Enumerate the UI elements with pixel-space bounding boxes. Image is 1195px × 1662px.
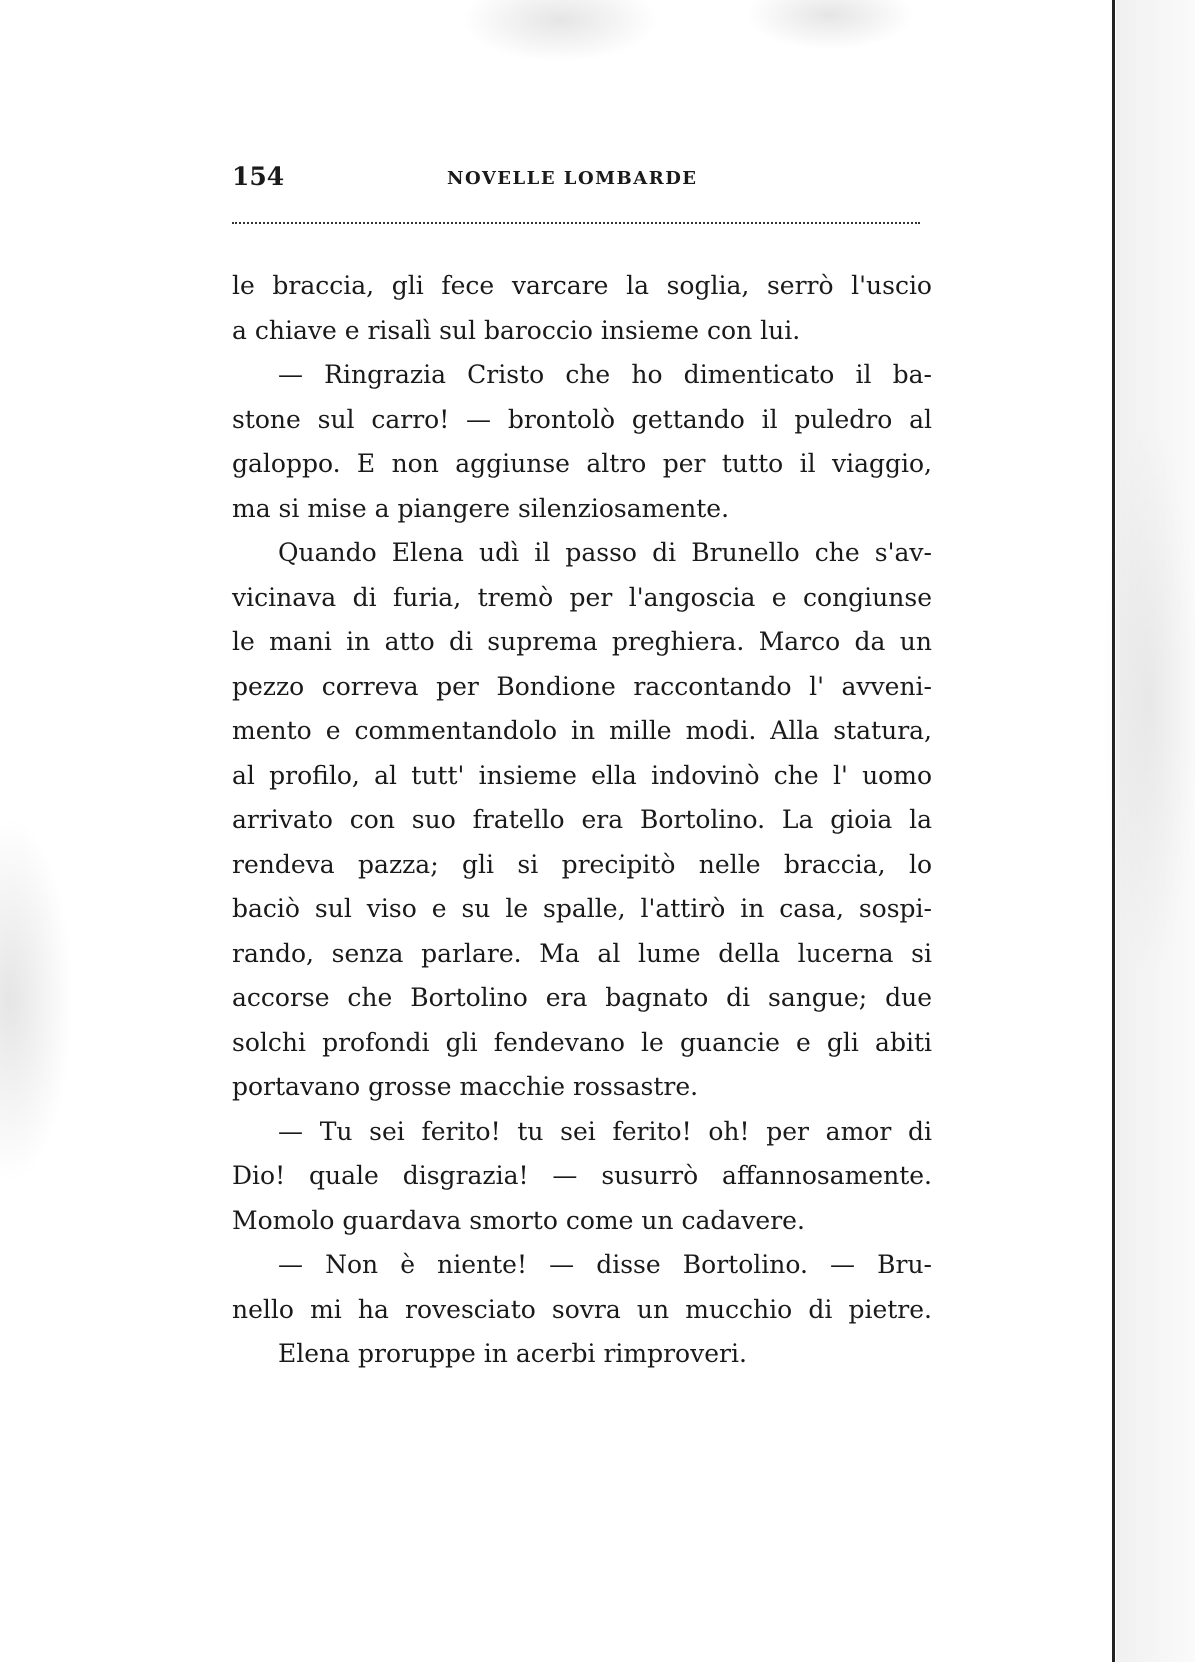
text-line: Quando Elena udì il passo di Brunello che s'av-: [278, 538, 932, 567]
text-line: — Non è niente! — disse Bortolino. — Bru-: [278, 1250, 932, 1279]
text-line: portavano grosse macchie rossastre.: [232, 1072, 699, 1101]
body-text: [232, 264, 932, 1377]
text-line: baciò sul viso e su le spalle, l'attirò in casa, sospi-: [232, 894, 932, 923]
text-line: — Ringrazia Cristo che ho dimenticato il ba-: [278, 360, 932, 389]
page-header: [232, 162, 922, 202]
text-line: arrivato con suo fratello era Bortolino. La gioia la: [232, 805, 932, 834]
text-line: vicinava di furia, tremò per l'angoscia e congiunse: [232, 582, 932, 612]
text-line: solchi profondi gli fendevano le guancie e gli abiti: [232, 1027, 932, 1057]
text-line: pezzo correva per Bondione raccontando l' avveni-: [232, 671, 932, 701]
text-line: stone sul carro! — brontolò gettando il puledro al: [232, 404, 932, 434]
text-line: Momolo guardava smorto come un cadavere.: [232, 1205, 805, 1235]
text-line: Dio! quale disgrazia! — susurrò affannosamente.: [232, 1161, 932, 1190]
page-gutter-shadow: [1116, 0, 1195, 1662]
header-rule: [232, 222, 920, 224]
running-title: NOVELLE LOMBARDE: [447, 168, 698, 189]
text-line: Elena proruppe in acerbi rimproveri.: [278, 1339, 747, 1368]
text-line: al profilo, al tutt' insieme ella indovinò che l' uomo: [232, 760, 932, 790]
text-line: rando, senza parlare. Ma al lume della lucerna si: [232, 938, 932, 968]
text-line: le mani in atto di suprema preghiera. Marco da un: [232, 627, 932, 656]
text-line: rendeva pazza; gli si precipitò nelle braccia, lo: [232, 849, 932, 879]
text-line: le braccia, gli fece varcare la soglia, serrò l'uscio: [232, 271, 932, 300]
text-line: ma si mise a piangere silenziosamente.: [232, 493, 730, 523]
text-line: accorse che Bortolino era bagnato di sangue; due: [232, 983, 932, 1012]
book-spine-edge: [1112, 0, 1115, 1662]
text-line: mento e commentandolo in mille modi. Alla statura,: [232, 716, 932, 745]
text-line: — Tu sei ferito! tu sei ferito! oh! per amor di: [278, 1116, 932, 1146]
text-line: a chiave e risalì sul baroccio insieme con lui.: [232, 315, 801, 345]
page-number: 154: [232, 162, 285, 191]
text-line: nello mi ha rovesciato sovra un mucchio di pietre.: [232, 1294, 932, 1324]
text-line: galoppo. E non aggiunse altro per tutto il viaggio,: [232, 449, 932, 478]
